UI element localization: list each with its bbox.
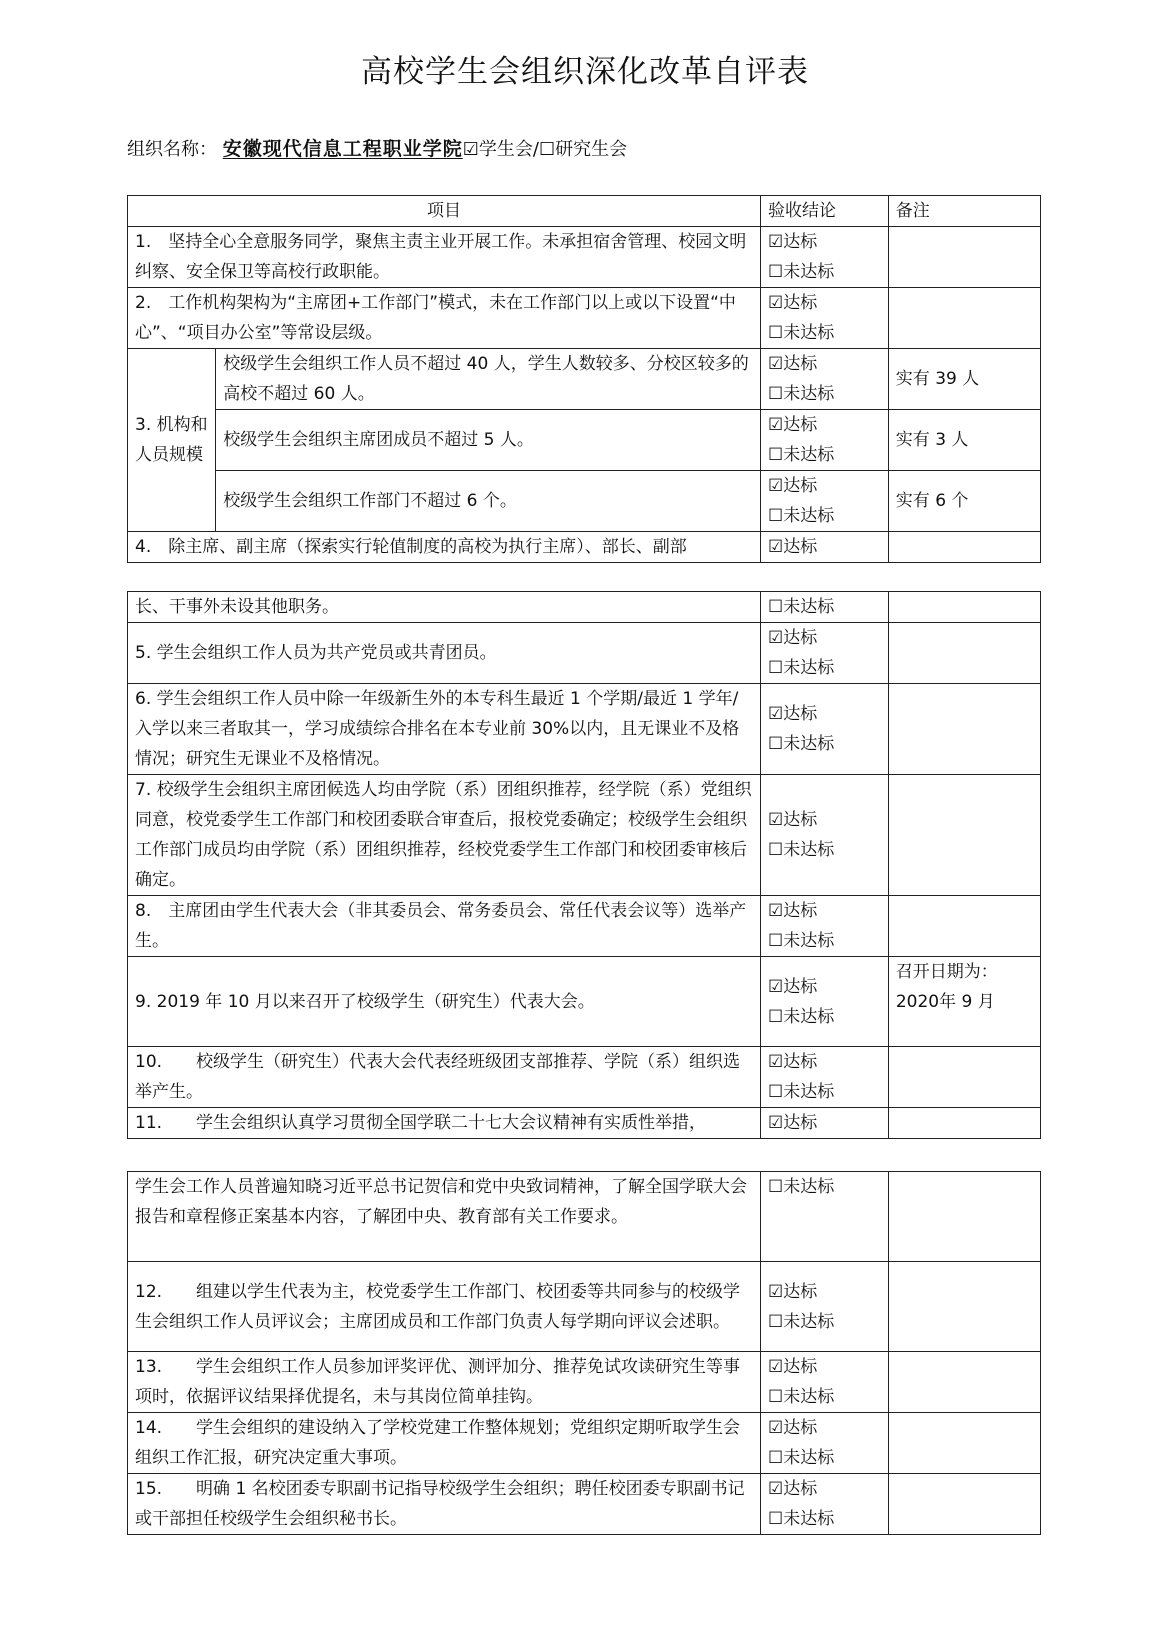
item-5-remarks [888,623,1040,684]
table-row [128,410,1041,471]
checkbox-fail[interactable]: ☐未达标 [768,1509,835,1529]
item-14-conclusion [761,1413,889,1474]
org-type-student-union: ☑学生会 [462,139,533,160]
checkbox-pass[interactable]: ☑达标 [768,537,818,557]
checkbox-fail[interactable]: ☐未达标 [768,1006,835,1027]
checkbox-fail[interactable]: ☐未达标 [768,445,835,465]
table-row [128,623,1041,684]
table-row [128,1047,1041,1108]
item-11-remarks-part2 [888,1172,1040,1262]
checkbox-fail[interactable]: ☐未达标 [768,840,835,860]
item-3b-conclusion [761,410,889,471]
item-9-remark-label: 召开日期为： [895,962,998,982]
checkbox-fail[interactable]: ☐未达标 [768,323,835,343]
checkbox-pass[interactable]: ☑达标 [768,293,818,313]
checkbox-pass[interactable]: ☑达标 [768,1479,818,1499]
item-3a-remarks: 实有 39 人 [888,349,1040,410]
checkbox-pass[interactable]: ☑达标 [768,232,818,252]
item-7-conclusion [761,775,889,896]
header-item: 项目 [128,196,761,227]
item-13-remarks [888,1352,1040,1413]
checkbox-fail[interactable]: ☐未达标 [768,597,835,617]
table-row [128,775,1041,896]
table-row [128,592,1041,623]
checkbox-fail[interactable]: ☐未达标 [768,1448,835,1468]
item-13-text: 13. 学生会组织工作人员参加评奖评优、测评加分、推荐免试攻读研究生等事项时，依据评议结果择优提名，未与其岗位简单挂钩。 [128,1352,761,1413]
item-10-text: 10. 校级学生（研究生）代表大会代表经班级团支部推荐、学院（系）组织选举产生。 [128,1047,761,1108]
item-14-text: 14. 学生会组织的建设纳入了学校党建工作整体规划；党组织定期听取学生会组织工作汇报，研究决定重大事项。 [128,1413,761,1474]
item-4-conclusion-part1 [761,532,889,563]
item-8-conclusion [761,896,889,957]
checkbox-pass[interactable]: ☑达标 [768,415,818,435]
table-row [128,1474,1041,1535]
item-15-text: 15. 明确 1 名校团委专职副书记指导校级学生会组织；聘任校团委专职副书记或干部担任校级学生会组织秘书长。 [128,1474,761,1535]
item-3b-remarks: 实有 3 人 [888,410,1040,471]
checkbox-pass[interactable]: ☑达标 [768,1052,818,1072]
item-3b-text: 校级学生会组织主席团成员不超过 5 人。 [216,410,761,471]
org-name: 安徽现代信息工程职业学院 [222,138,463,160]
checkbox-pass[interactable]: ☑达标 [768,628,818,648]
item-11-remarks-part1 [888,1108,1040,1139]
checkbox-fail[interactable]: ☐未达标 [768,1311,835,1332]
item-2-text: 2. 工作机构架构为“主席团+工作部门”模式，未在工作部门以上或以下设置“中心”、“项目办公室”等常设层级。 [128,288,761,349]
assessment-table-part3 [127,1171,1041,1535]
checkbox-fail[interactable]: ☐未达标 [768,931,835,951]
item-12-remarks [888,1262,1040,1352]
table-row [128,684,1041,775]
checkbox-fail[interactable]: ☐未达标 [768,1177,835,1197]
item-4-text-part2: 长、干事外未设其他职务。 [128,592,761,623]
table-row [128,957,1041,1047]
org-type-separator: / [532,139,539,160]
header-remarks: 备注 [888,196,1040,227]
table-header-row [128,196,1041,227]
item-6-text: 6. 学生会组织工作人员中除一年级新生外的本专科生最近 1 个学期/最近 1 学年/入学以来三者取其一，学习成绩综合排名在本专业前 30%以内，且无课业不及格情况；研究生无课业不及格情况。 [128,684,761,775]
item-12-text: 12. 组建以学生代表为主，校党委学生工作部门、校团委等共同参与的校级学生会组织工作人员评议会；主席团成员和工作部门负责人每学期向评议会述职。 [128,1262,761,1352]
table-row [128,288,1041,349]
item-2-remarks [888,288,1040,349]
item-3c-remarks: 实有 6 个 [888,471,1040,532]
item-4-text-part1: 4. 除主席、副主席（探索实行轮值制度的高校为执行主席）、部长、副部 [128,532,761,563]
item-5-conclusion [761,623,889,684]
item-1-text: 1. 坚持全心全意服务同学，聚焦主责主业开展工作。未承担宿舍管理、校园文明纠察、安全保卫等高校行政职能。 [128,227,761,288]
item-2-conclusion [761,288,889,349]
item-3a-conclusion [761,349,889,410]
table-row [128,1352,1041,1413]
checkbox-pass[interactable]: ☑达标 [768,976,818,997]
checkbox-pass[interactable]: ☑达标 [768,901,818,921]
org-label: 组织名称： [127,139,217,160]
item-9-conclusion [761,957,889,1047]
item-1-conclusion [761,227,889,288]
item-8-text: 8. 主席团由学生代表大会（非其委员会、常务委员会、常任代表会议等）选举产生。 [128,896,761,957]
item-9-remark-date: 2020年 9 月 [895,992,995,1012]
item-11-conclusion-part1 [761,1108,889,1139]
checkbox-fail[interactable]: ☐未达标 [768,1387,835,1407]
item-3c-conclusion [761,471,889,532]
item-10-conclusion [761,1047,889,1108]
item-9-text: 9. 2019 年 10 月以来召开了校级学生（研究生）代表大会。 [128,957,761,1047]
org-line [127,134,627,161]
checkbox-fail[interactable]: ☐未达标 [768,506,835,526]
item-7-remarks [888,775,1040,896]
table-row [128,349,1041,410]
item-3c-text: 校级学生会组织工作部门不超过 6 个。 [216,471,761,532]
item-9-remarks [888,957,1040,1047]
item-12-conclusion [761,1262,889,1352]
table-row [128,1262,1041,1352]
item-8-remarks [888,896,1040,957]
table-row [128,471,1041,532]
item-10-remarks [888,1047,1040,1108]
checkbox-fail[interactable]: ☐未达标 [768,658,835,678]
item-7-text: 7. 校级学生会组织主席团候选人均由学院（系）团组织推荐，经学院（系）党组织同意，校党委学生工作部门和校团委联合审查后，报校党委确定；校级学生会组织工作部门成员均由学院（系）团组织推荐，经校党委学生工作部门和校团委审核后确定。 [128,775,761,896]
checkbox-pass[interactable]: ☑达标 [768,1357,818,1377]
org-type-graduate-union: ☐研究生会 [538,139,628,160]
checkbox-fail[interactable]: ☐未达标 [768,262,835,282]
item-4-remarks-part2 [888,592,1040,623]
checkbox-fail[interactable]: ☐未达标 [768,734,835,754]
checkbox-pass[interactable]: ☑达标 [768,476,818,496]
page-title: 高校学生会组织深化改革自评表 [361,54,809,90]
checkbox-fail[interactable]: ☐未达标 [768,1082,835,1102]
table-row [128,532,1041,563]
checkbox-pass[interactable]: ☑达标 [768,1418,818,1438]
item-4-remarks-part1 [888,532,1040,563]
checkbox-fail[interactable]: ☐未达标 [768,384,835,404]
item-3-label: 3. 机构和人员规模 [128,349,216,532]
item-15-remarks [888,1474,1040,1535]
item-5-text: 5. 学生会组织工作人员为共产党员或共青团员。 [128,623,761,684]
assessment-table-part2 [127,591,1041,1139]
item-4-conclusion-part2 [761,592,889,623]
checkbox-pass[interactable]: ☑达标 [768,354,818,374]
table-row [128,896,1041,957]
table-row [128,1172,1041,1262]
item-11-text-part2: 学生会工作人员普遍知晓习近平总书记贺信和党中央致词精神，了解全国学联大会报告和章程修正案基本内容，了解团中央、教育部有关工作要求。 [128,1172,761,1262]
table-row [128,1413,1041,1474]
table-row [128,1108,1041,1139]
item-3a-text: 校级学生会组织工作人员不超过 40 人，学生人数较多、分校区较多的高校不超过 60 人。 [216,349,761,410]
item-14-remarks [888,1413,1040,1474]
item-1-remarks [888,227,1040,288]
table-row [128,227,1041,288]
checkbox-pass[interactable]: ☑达标 [768,1113,818,1133]
item-13-conclusion [761,1352,889,1413]
item-15-conclusion [761,1474,889,1535]
item-11-text-part1: 11. 学生会组织认真学习贯彻全国学联二十七大会议精神有实质性举措， [128,1108,761,1139]
checkbox-pass[interactable]: ☑达标 [768,704,818,724]
header-conclusion: 验收结论 [761,196,889,227]
assessment-table-part1 [127,195,1041,563]
checkbox-pass[interactable]: ☑达标 [768,810,818,830]
item-6-remarks [888,684,1040,775]
checkbox-pass[interactable]: ☑达标 [768,1281,818,1302]
item-11-conclusion-part2 [761,1172,889,1262]
item-6-conclusion [761,684,889,775]
